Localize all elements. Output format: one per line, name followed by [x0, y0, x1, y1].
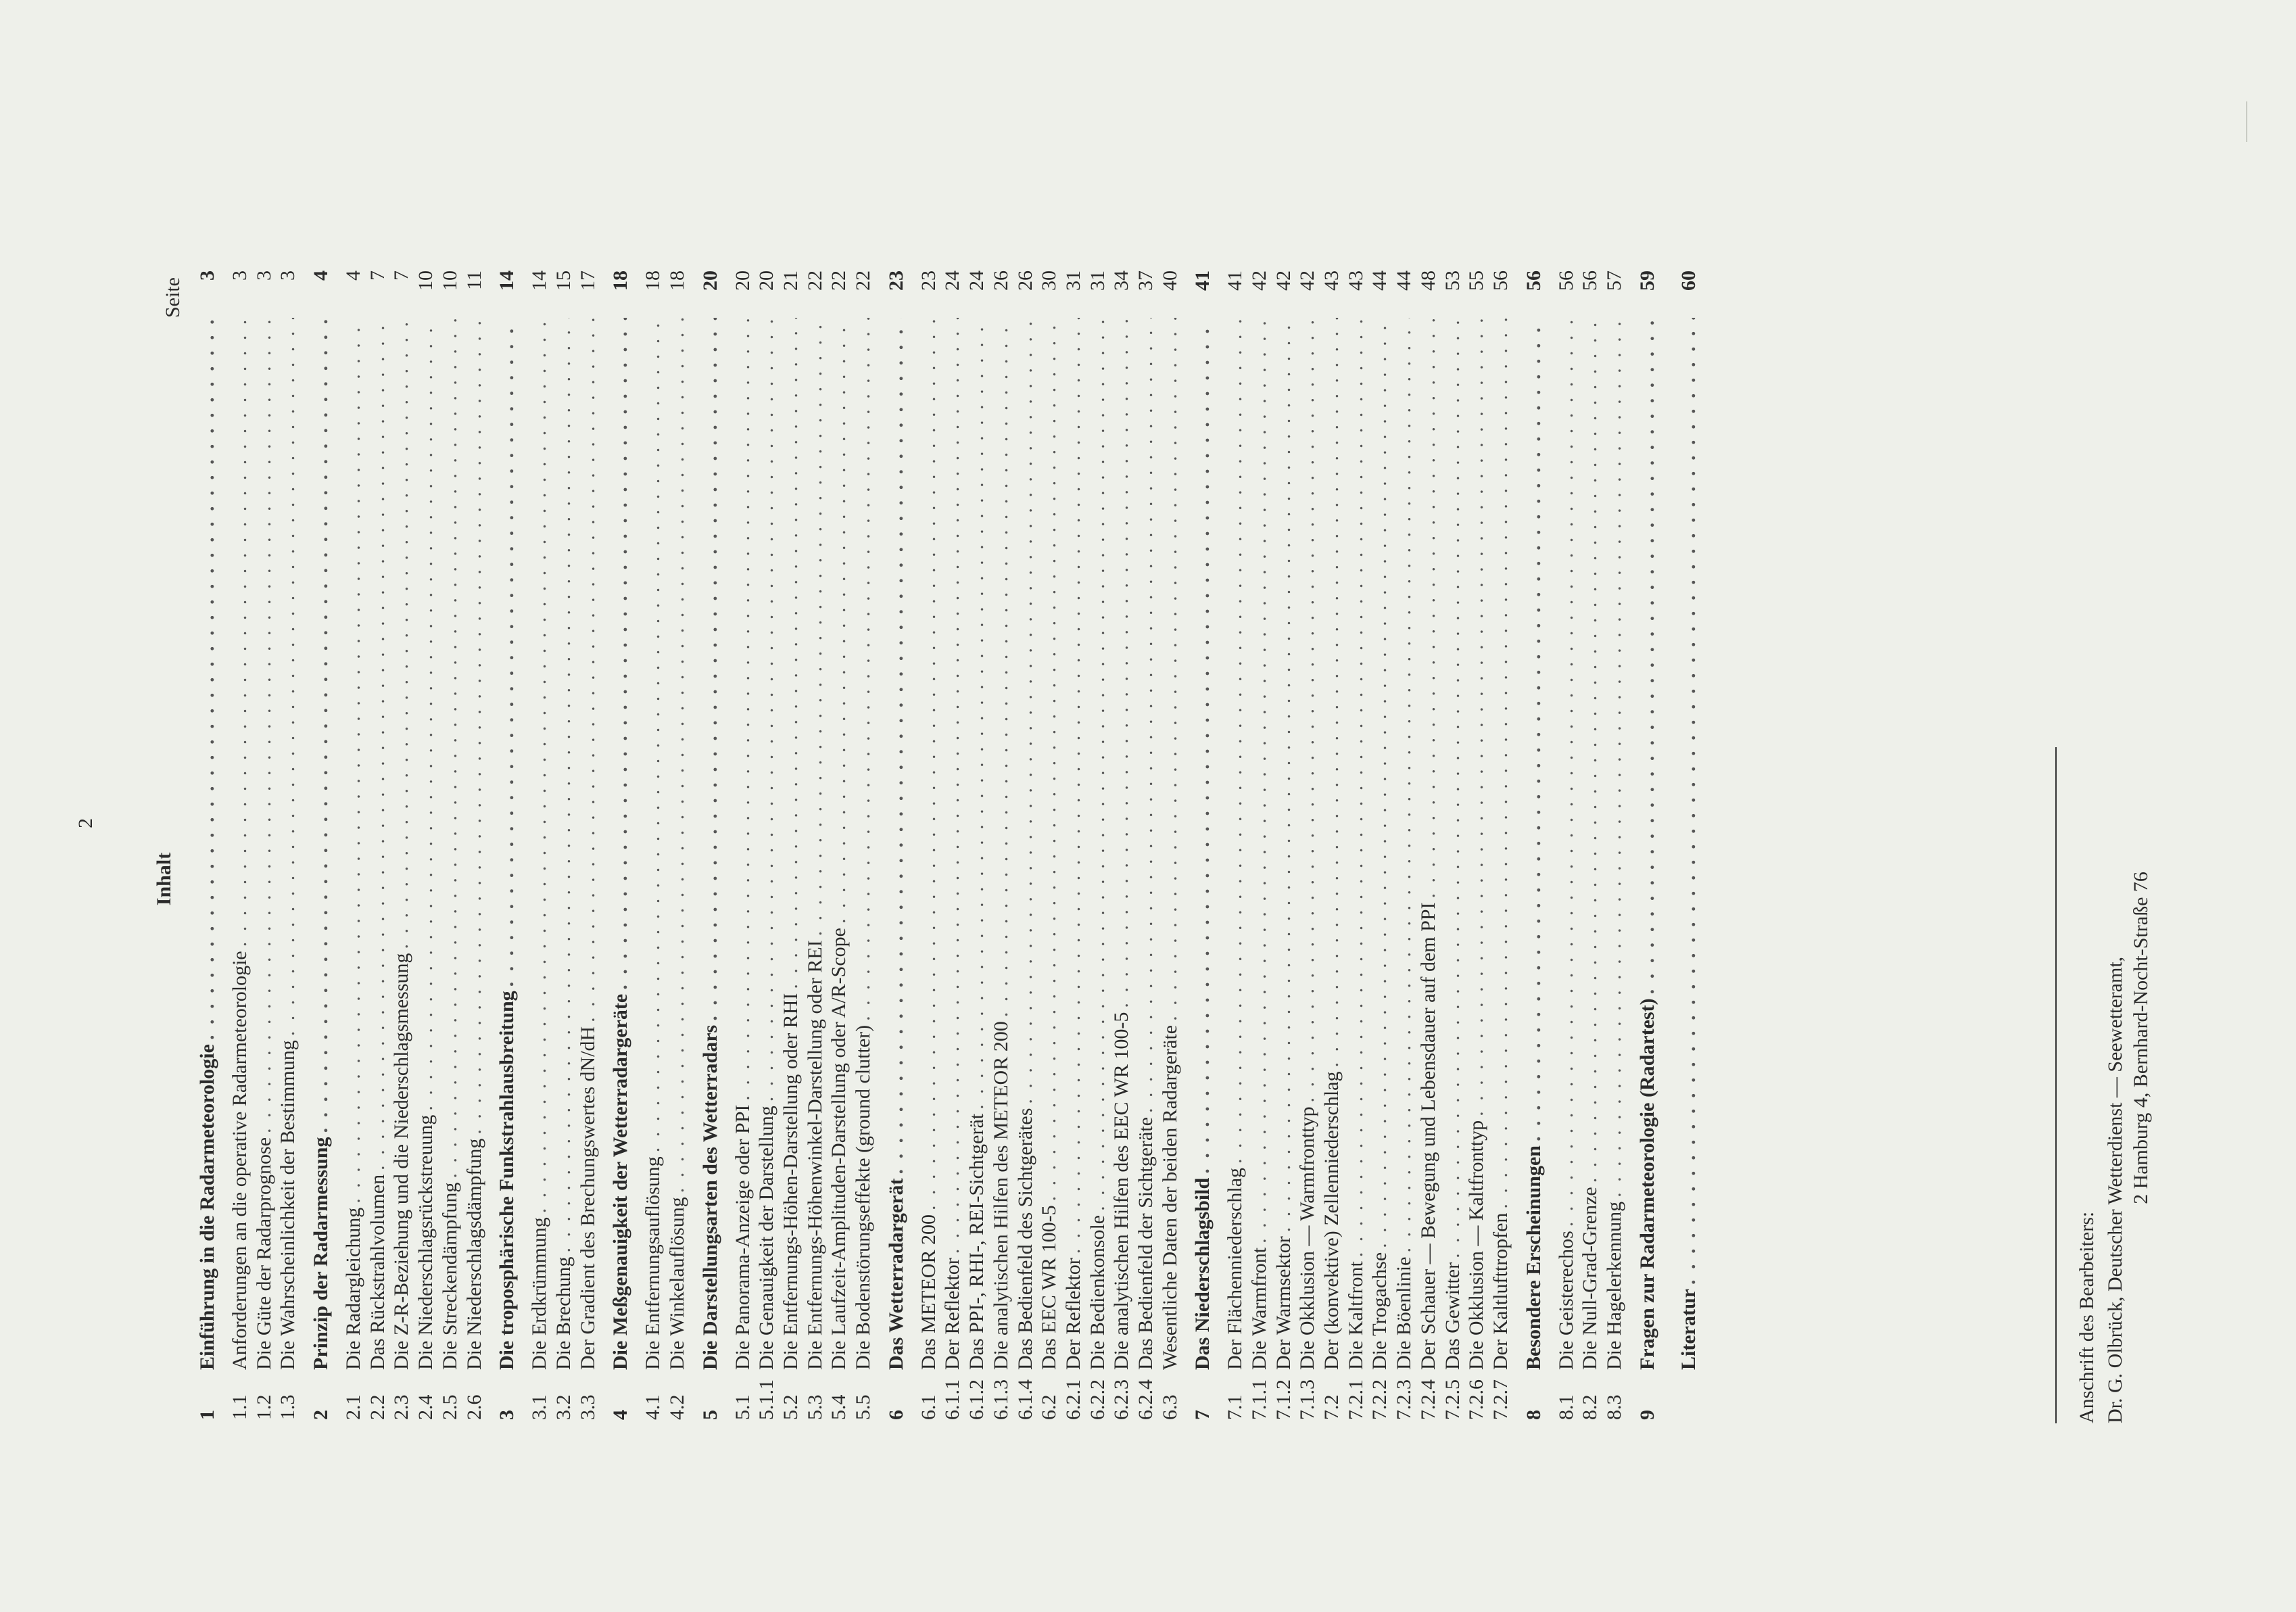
toc-entry-page: 20: [731, 270, 754, 291]
dot-leader: [276, 318, 300, 1036]
toc-entry-number: 7.1: [1224, 1394, 1247, 1420]
toc-entry-number: 5.5: [852, 1394, 875, 1420]
toc-entry-row: [1134, 270, 1158, 1420]
dot-leader: [1489, 318, 1513, 1209]
toc-entry-title: Der Reflektor: [941, 1258, 964, 1370]
dot-leader: [1295, 318, 1320, 1103]
toc-entry-page: 14: [496, 270, 519, 291]
toc-entry-title: Der Flächenniederschlag: [1224, 1167, 1247, 1370]
toc-entry-row: [1320, 270, 1344, 1420]
dot-leader: [1013, 318, 1038, 1104]
toc-entry-row: [1392, 270, 1416, 1420]
toc-entry-number: 2: [310, 1410, 333, 1420]
toc-chapter-row: [187, 270, 228, 1420]
toc-entry-page: 59: [1635, 270, 1658, 291]
toc-entry-title: Das Niederschlagsbild: [1191, 1177, 1214, 1370]
dot-leader: [1272, 318, 1296, 1232]
toc-entry-page: 4: [342, 270, 365, 281]
toc-entry-row: [1061, 270, 1086, 1420]
dot-leader: [1513, 318, 1554, 1141]
address-line: 2 Hamburg 4, Bernhard-Nocht-Straße 76: [2130, 872, 2152, 1204]
toc-entry-number: 2.3: [390, 1394, 413, 1420]
toc-entry-page: 44: [1368, 270, 1391, 291]
dot-leader: [300, 318, 341, 1133]
toc-entry-number: 8.2: [1579, 1394, 1602, 1420]
toc-entry-number: 6.2.1: [1061, 1379, 1084, 1420]
toc-entry-row: [1109, 270, 1134, 1420]
toc-entry-number: 8: [1522, 1410, 1545, 1420]
author-address: [2055, 747, 2170, 1423]
toc-entry-number: 8.3: [1602, 1394, 1625, 1420]
toc-entry-number: 7: [1191, 1410, 1214, 1420]
toc-entry-number: 7.2.7: [1489, 1379, 1512, 1420]
toc-entry-row: [552, 270, 576, 1420]
toc-entry-page: 41: [1191, 270, 1214, 291]
toc-entry-number: 5.1.1: [755, 1379, 778, 1420]
toc-entry-page: 42: [1272, 270, 1295, 291]
toc-entry-number: 7.2.2: [1368, 1379, 1391, 1420]
toc-entry-number: 6.2.2: [1086, 1379, 1109, 1420]
toc-entry-page: 11: [462, 270, 485, 290]
toc-entry-row: [1578, 270, 1602, 1420]
toc-entry-number: 6.1.3: [989, 1379, 1012, 1420]
toc-entry-page: 18: [642, 270, 665, 291]
toc-entry-title: Die Niederschlagsdämpfung: [462, 1138, 485, 1370]
toc-entry-row: [1086, 270, 1110, 1420]
dot-leader: [414, 318, 438, 1111]
dot-leader: [1416, 318, 1441, 899]
toc-entry-page: 3: [196, 270, 218, 281]
toc-entry-number: 2.1: [342, 1394, 365, 1420]
toc-entry-row: [366, 270, 390, 1420]
toc-entry-page: 22: [852, 270, 875, 291]
toc-entry-number: 7.2.1: [1344, 1379, 1367, 1420]
toc-entry-title: Die Darstellungsarten des Wetterradars: [698, 1024, 721, 1370]
toc-entry-row: [851, 270, 876, 1420]
toc-entry-title: Der Warmsektor: [1272, 1236, 1295, 1370]
toc-entry-title: Die Hagelerkennung: [1602, 1201, 1625, 1370]
toc-entry-page: 40: [1158, 270, 1181, 291]
toc-entry-title: Das Rückstrahlvolumen: [366, 1174, 389, 1370]
toc-entry-page: 55: [1465, 270, 1488, 291]
toc-entry-title: Die Niederschlagsrückstreuung: [414, 1114, 437, 1370]
toc-entry-title: Die Erdkrümmung: [528, 1217, 551, 1370]
toc-entry-title: Die Genauigkeit der Darstellung: [755, 1106, 778, 1370]
toc-entry-page: 10: [414, 270, 437, 291]
dot-leader: [940, 318, 965, 1254]
toc-entry-page: 37: [1134, 270, 1157, 291]
toc-chapter-row: [876, 270, 917, 1420]
dot-leader: [438, 318, 462, 1179]
toc-entry-title: Anforderungen an die operative Radarmeteorologie: [229, 951, 251, 1370]
toc-entry-page: 26: [1013, 270, 1036, 291]
toc-entry-number: 7.1.1: [1248, 1379, 1270, 1420]
toc-entry-number: 8.1: [1554, 1394, 1577, 1420]
toc-entry-page: 30: [1038, 270, 1061, 291]
toc-entry-row: [1223, 270, 1247, 1420]
dot-leader: [827, 318, 851, 924]
toc-entry-page: 26: [989, 270, 1012, 291]
toc-entry-page: 43: [1344, 270, 1367, 291]
toc-entry-page: 56: [1554, 270, 1577, 291]
dot-leader: [1668, 318, 1709, 1285]
toc-entry-number: 1.1: [229, 1394, 251, 1420]
toc-entry-page: 31: [1086, 270, 1109, 291]
dot-leader: [690, 318, 731, 1021]
address-divider: [2055, 747, 2057, 1423]
toc-entry-title: Besondere Erscheinungen: [1522, 1145, 1545, 1370]
toc-entry-page: 53: [1441, 270, 1464, 291]
toc-entry-page: 31: [1061, 270, 1084, 291]
toc-entry-row: [1272, 270, 1296, 1420]
toc-entry-page: 17: [576, 270, 599, 291]
toc-entry-row: [641, 270, 665, 1420]
dot-leader: [851, 318, 876, 1021]
toc-entry-number: 3.3: [576, 1394, 599, 1420]
dot-leader: [1247, 318, 1272, 1243]
toc-entry-page: 10: [438, 270, 461, 291]
toc-entry-row: [1416, 270, 1441, 1420]
toc-entry-number: 7.1.3: [1296, 1379, 1319, 1420]
address-line: Dr. G. Olbrück, Deutscher Wetterdienst — Seewetteramt,: [2104, 956, 2126, 1423]
toc-entry-row: [1037, 270, 1061, 1420]
toc-entry-row: [276, 270, 300, 1420]
dot-leader: [187, 318, 228, 1040]
toc-entry-title: Das Gewitter: [1441, 1262, 1464, 1370]
dot-leader: [641, 318, 665, 1152]
toc-entry-page: 44: [1393, 270, 1416, 291]
toc-entry-row: [576, 270, 600, 1420]
toc-entry-number: 5.2: [780, 1394, 802, 1420]
toc-entry-title: Die Wahrscheinlichkeit der Bestimmung: [277, 1040, 300, 1370]
toc-entry-page: 56: [1579, 270, 1602, 291]
toc-entry-row: [917, 270, 941, 1420]
toc-entry-row: [1489, 270, 1513, 1420]
dot-leader: [755, 318, 779, 1101]
toc-entry-number: 2.4: [414, 1394, 437, 1420]
toc-entry-number: 7.1.2: [1272, 1379, 1295, 1420]
toc-entry-page: 20: [698, 270, 721, 291]
toc-entry-row: [341, 270, 366, 1420]
toc-entry-row: [527, 270, 552, 1420]
toc-entry-page: 14: [528, 270, 551, 291]
toc-entry-title: Die Winkelauflösung: [665, 1197, 688, 1370]
toc-entry-number: 6.2: [1038, 1394, 1061, 1420]
toc-entry-title: Die analytischen Hilfen des METEOR 200: [989, 1021, 1012, 1370]
toc-entry-number: 7.2.4: [1416, 1379, 1439, 1420]
toc-entry-row: [252, 270, 277, 1420]
toc-entry-title: Die troposphärische Funkstrahlausbreitung: [496, 991, 519, 1370]
toc-entry-title: Die Böenlinie: [1393, 1256, 1416, 1370]
toc-entry-row: [1464, 270, 1489, 1420]
toc-entry-number: 5.3: [803, 1394, 826, 1420]
toc-entry-title: Das Wetterradargerät: [884, 1178, 907, 1370]
toc-entry-title: Die Panorama-Anzeige oder PPI: [731, 1104, 754, 1370]
toc-entry-title: Die Geisterechos: [1554, 1231, 1577, 1370]
dot-leader: [486, 318, 527, 987]
toc-entry-row: [1441, 270, 1465, 1420]
toc-entry-page: 3: [229, 270, 251, 281]
toc-entry-row: [1602, 270, 1627, 1420]
toc-entry-number: 2.5: [438, 1394, 461, 1420]
toc-entry-number: 6.1.4: [1013, 1379, 1036, 1420]
address-label: Anschrift des Bearbeiters:: [2076, 1211, 2098, 1423]
dot-leader: [1158, 318, 1182, 1021]
dot-leader: [876, 318, 917, 1174]
dot-leader: [1578, 318, 1602, 1183]
toc-entry-row: [1295, 270, 1320, 1420]
dot-leader: [1368, 318, 1392, 1248]
toc-entry-row: [755, 270, 779, 1420]
toc-entry-title: Die Entfernungs-Höhen-Darstellung oder RHI: [780, 993, 802, 1370]
toc-entry-page: 18: [609, 270, 632, 291]
toc-entry-title: Die Entfernungs-Höhenwinkel-Darstellung oder REI: [803, 940, 826, 1370]
toc-title: Inhalt: [153, 852, 175, 906]
toc-entry-row: [1554, 270, 1579, 1420]
toc-entry-row: [779, 270, 803, 1420]
dot-leader: [779, 318, 803, 989]
toc-entry-row: [665, 270, 690, 1420]
toc-entry-page: 4: [310, 270, 333, 281]
toc-entry-row: [414, 270, 438, 1420]
dot-leader: [917, 318, 941, 1210]
toc-entry-title: Die Güte der Radarprognose: [252, 1137, 275, 1370]
toc-entry-number: 6.1.1: [941, 1379, 964, 1420]
toc-entry-number: 4: [609, 1410, 632, 1420]
toc-entry-number: 4.1: [642, 1394, 665, 1420]
toc-entry-number: 7.2.5: [1441, 1379, 1464, 1420]
toc-entry-row: [803, 270, 828, 1420]
toc-entry-title: Die analytischen Hilfen des EEC WR 100-5: [1110, 1012, 1133, 1370]
toc-entry-number: 6.2.4: [1134, 1379, 1157, 1420]
toc-entry-row: [389, 270, 414, 1420]
toc-entry-number: 5.1: [731, 1394, 754, 1420]
dot-leader: [1464, 318, 1489, 1116]
toc-entry-number: 3: [496, 1410, 519, 1420]
toc-entry-title: Die Streckendämpfung: [438, 1182, 461, 1370]
toc-entry-number: 9: [1635, 1410, 1658, 1420]
toc-entry-page: 23: [917, 270, 940, 291]
toc-page-header: Seite: [162, 277, 184, 318]
toc-entry-page: 18: [665, 270, 688, 291]
toc-entry-title: Der Gradient des Brechungswertes dN/dH: [576, 1026, 599, 1370]
toc-entry-number: 7.2: [1320, 1394, 1343, 1420]
toc-entry-number: 5.4: [828, 1394, 851, 1420]
toc-entry-number: 5: [698, 1410, 721, 1420]
toc-entry-page: 43: [1320, 270, 1343, 291]
toc-entry-title: Die Z-R-Beziehung und die Niederschlagsmessung: [390, 953, 413, 1370]
toc-entry-page: 20: [755, 270, 778, 291]
toc-entry-page: 56: [1522, 270, 1545, 291]
toc-entry-page: 22: [803, 270, 826, 291]
toc-chapter-row: [1627, 270, 1668, 1420]
toc-entry-title: Einführung in die Radarmeteorologie: [196, 1044, 218, 1370]
toc-entry-number: 1.3: [277, 1394, 300, 1420]
toc-entry-page: 34: [1110, 270, 1133, 291]
dot-leader: [1554, 318, 1579, 1227]
toc-entry-row: [228, 270, 252, 1420]
dot-leader: [1182, 318, 1223, 1174]
toc-entry-title: Literatur: [1677, 1289, 1700, 1370]
toc-entry-page: 24: [941, 270, 964, 291]
toc-entry-page: 22: [828, 270, 851, 291]
dot-leader: [389, 318, 414, 949]
toc-entry-row: [965, 270, 989, 1420]
toc-entry-title: Die Bodenstörungseffekte (ground clutter): [852, 1024, 875, 1370]
toc-entry-number: 6.1: [917, 1394, 940, 1420]
toc-entry-title: Die Radargleichung: [342, 1207, 365, 1370]
toc-entry-title: Die Okklusion — Warmfronttyp: [1296, 1106, 1319, 1370]
toc-entry-page: 41: [1224, 270, 1247, 291]
toc-chapter-row: [300, 270, 341, 1420]
toc-entry-row: [1344, 270, 1368, 1420]
toc-entry-row: [1158, 270, 1182, 1420]
toc-entry-page: 7: [390, 270, 413, 281]
toc-chapter-row: [486, 270, 527, 1420]
dot-leader: [1602, 318, 1627, 1198]
dot-leader: [1627, 318, 1668, 994]
toc-entry-page: 42: [1296, 270, 1319, 291]
toc-entry-row: [940, 270, 965, 1420]
toc-entry-number: 6.3: [1158, 1394, 1181, 1420]
dot-leader: [1061, 318, 1086, 1254]
dot-leader: [803, 318, 828, 936]
dot-leader: [965, 318, 989, 1110]
dot-leader: [366, 318, 390, 1170]
dot-leader: [665, 318, 690, 1193]
toc-entry-row: [827, 270, 851, 1420]
dot-leader: [731, 318, 755, 1101]
toc-entry-number: 3.2: [552, 1394, 575, 1420]
toc-entry-title: Das PPI-, RHI-, REI-Sichtgerät: [965, 1113, 988, 1370]
toc-entry-row: [462, 270, 487, 1420]
toc-entry-row: [1247, 270, 1272, 1420]
dot-leader: [1441, 318, 1465, 1258]
toc-entry-title: Die Meßgenauigkeit der Wetterradargeräte: [609, 993, 632, 1370]
dot-leader: [1109, 318, 1134, 1008]
toc-entry-page: 7: [366, 270, 389, 281]
dot-leader: [1223, 318, 1247, 1164]
toc-entry-title: Die Brechung: [552, 1256, 575, 1370]
toc-entry-row: [731, 270, 755, 1420]
toc-entry-title: Der (konvektive) Zellenniederschlag: [1320, 1071, 1343, 1370]
toc-entry-number: 7.2.3: [1393, 1379, 1416, 1420]
toc-chapter-row: [1182, 270, 1223, 1420]
toc-entry-page: 3: [277, 270, 300, 281]
toc-entry-row: [438, 270, 462, 1420]
toc-entry-number: 2.2: [366, 1394, 389, 1420]
toc-entry-title: Das Bedienfeld des Sichtgerätes: [1013, 1108, 1036, 1370]
toc-entry-number: 6: [884, 1410, 907, 1420]
dot-leader: [1134, 318, 1158, 1113]
toc-entry-title: Wesentliche Daten der beiden Radargeräte: [1158, 1024, 1181, 1370]
toc-entry-row: [1368, 270, 1392, 1420]
page-number: 2: [74, 817, 97, 828]
dot-leader: [989, 318, 1013, 1017]
toc-chapter-row: [1668, 270, 1709, 1420]
dot-leader: [1320, 318, 1344, 1068]
toc-entry-title: Die Warmfront: [1248, 1247, 1270, 1370]
toc-entry-number: 2.6: [462, 1394, 485, 1420]
toc-entry-number: 6.2.3: [1110, 1379, 1133, 1420]
toc-entry-page: 57: [1602, 270, 1625, 291]
toc-entry-number: 4.2: [665, 1394, 688, 1420]
toc-entry-title: Das EEC WR 100-5: [1038, 1205, 1061, 1370]
toc-entry-page: 3: [252, 270, 275, 281]
toc-entry-title: Die Kaltfront: [1344, 1261, 1367, 1370]
dot-leader: [228, 318, 252, 947]
toc-entry-page: 15: [552, 270, 575, 291]
toc-rows: [187, 270, 1709, 1420]
toc-entry-number: 6.1.2: [965, 1379, 988, 1420]
dot-leader: [527, 318, 552, 1213]
toc-entry-title: Prinzip der Radarmessung: [310, 1137, 333, 1370]
toc-entry-title: Das Bedienfeld der Sichtgeräte: [1134, 1116, 1157, 1370]
toc-entry-page: 24: [965, 270, 988, 291]
toc-entry-page: 42: [1248, 270, 1270, 291]
toc-entry-title: Die Okklusion — Kaltfronttyp: [1465, 1120, 1488, 1370]
toc-entry-title: Die Entfernungsauflösung: [642, 1156, 665, 1370]
dot-leader: [552, 318, 576, 1253]
dot-leader: [1392, 318, 1416, 1253]
toc-entry-title: Der Kaltlufttropfen: [1489, 1212, 1512, 1370]
toc-entry-page: 21: [780, 270, 802, 291]
toc-entry-page: 48: [1416, 270, 1439, 291]
toc-entry-title: Das METEOR 200: [917, 1214, 940, 1370]
toc-entry-title: Der Schauer — Bewegung und Lebensdauer auf dem PPI: [1416, 902, 1439, 1370]
toc-entry-page: 56: [1489, 270, 1512, 291]
toc-entry-number: 3.1: [528, 1394, 551, 1420]
dot-leader: [1037, 318, 1061, 1201]
toc-chapter-row: [1513, 270, 1554, 1420]
toc-entry-page: 23: [884, 270, 907, 291]
dot-leader: [1086, 318, 1110, 1211]
toc-entry-title: Die Null-Grad-Grenze: [1579, 1187, 1602, 1370]
toc-entry-number: 7.2.6: [1465, 1379, 1488, 1420]
dot-leader: [1344, 318, 1368, 1257]
toc-entry-title: Die Laufzeit-Amplituden-Darstellung oder A/R-Scope: [828, 928, 851, 1370]
dot-leader: [600, 318, 641, 990]
toc-entry-title: Die Trogachse: [1368, 1252, 1391, 1370]
toc-entry-page: 60: [1677, 270, 1700, 291]
toc-entry-number: 1.2: [252, 1394, 275, 1420]
toc-entry-number: 1: [196, 1410, 218, 1420]
toc-entry-title: Der Reflektor: [1061, 1258, 1084, 1370]
toc-entry-row: [1013, 270, 1038, 1420]
toc-chapter-row: [600, 270, 641, 1420]
dot-leader: [462, 318, 487, 1135]
table-of-contents: [142, 135, 1866, 1420]
scan-edge-mark: [2246, 101, 2247, 142]
toc-chapter-row: [690, 270, 731, 1420]
dot-leader: [341, 318, 366, 1204]
toc-entry-title: Die Bedienkonsole: [1086, 1214, 1109, 1370]
dot-leader: [576, 318, 600, 1022]
toc-entry-row: [989, 270, 1013, 1420]
toc-entry-title: Fragen zur Radarmeteorologie (Radartest): [1635, 998, 1658, 1370]
dot-leader: [252, 318, 277, 1133]
